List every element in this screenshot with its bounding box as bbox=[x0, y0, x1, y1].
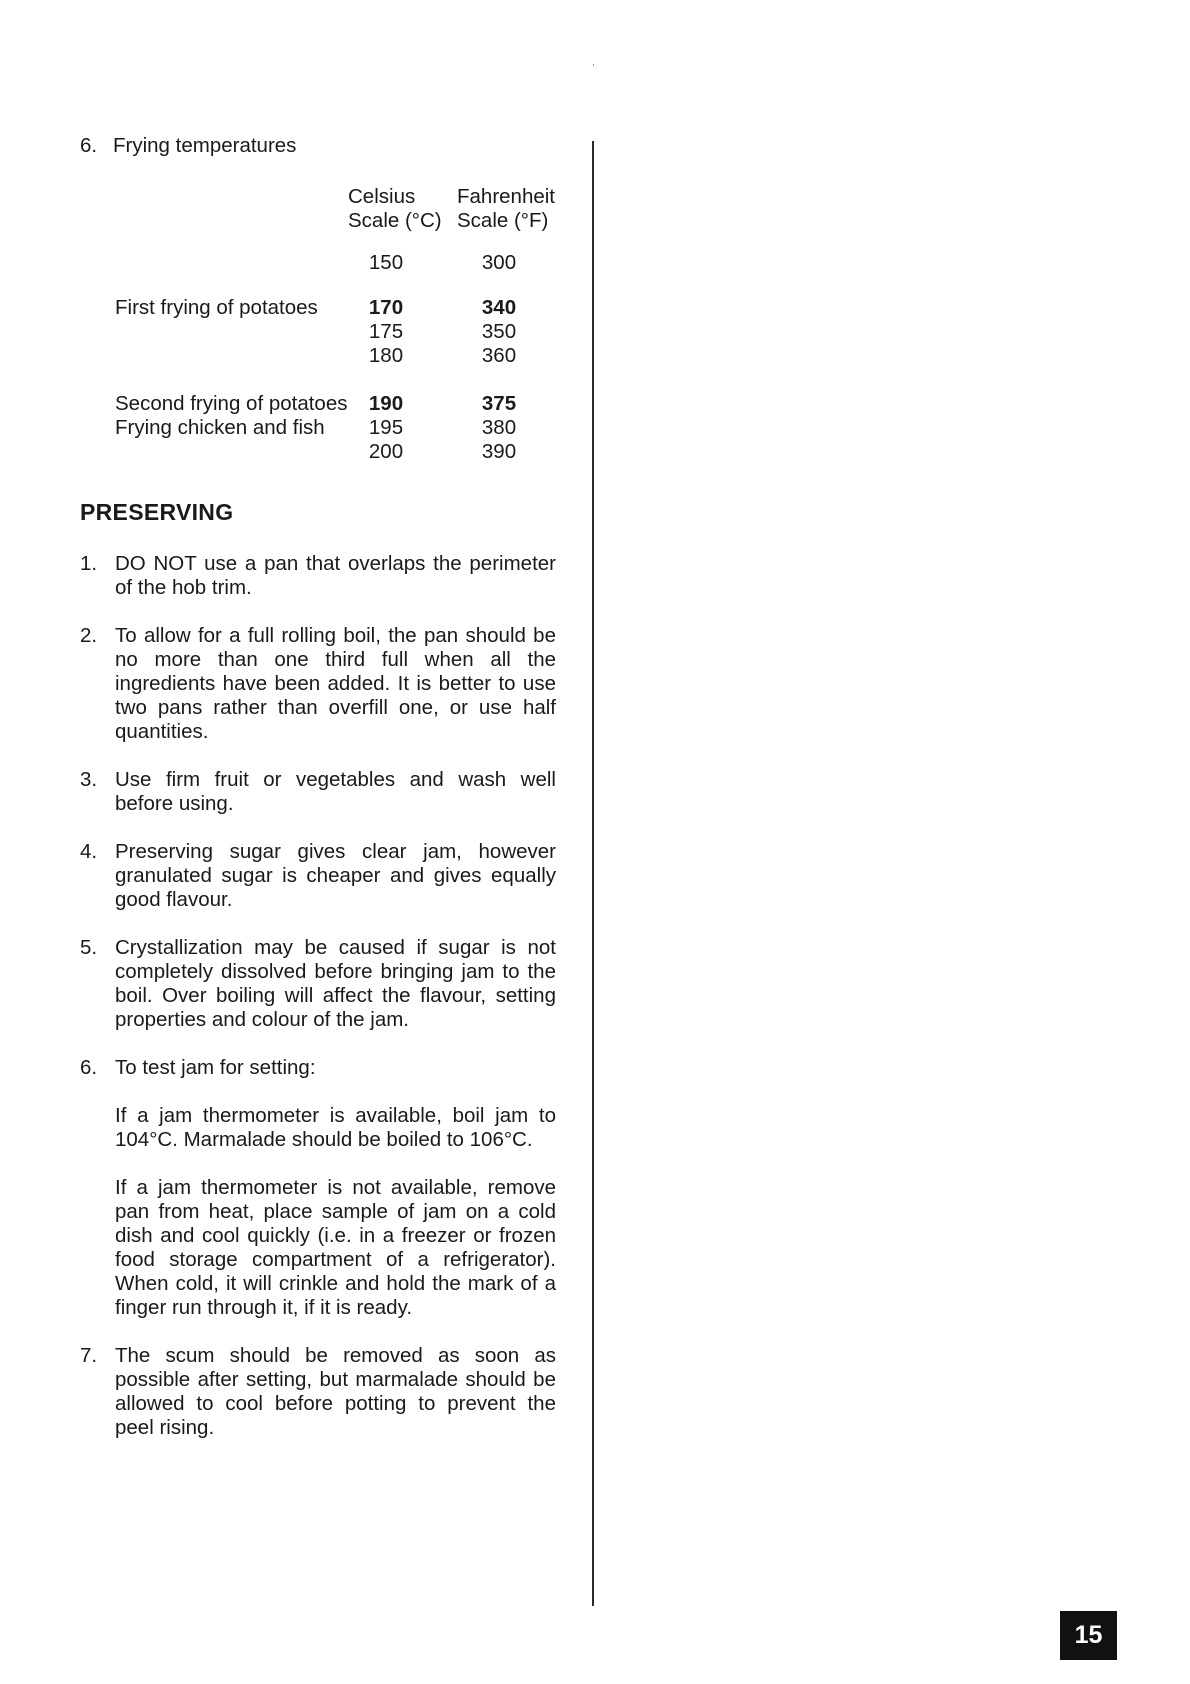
item-number: 4. bbox=[80, 840, 98, 863]
celsius-value: 175 bbox=[368, 320, 404, 343]
fahrenheit-value: 360 bbox=[481, 344, 517, 367]
item-number: 6. bbox=[80, 1056, 98, 1079]
fahrenheit-column-header: Fahrenheit Scale (°F) bbox=[457, 185, 556, 232]
fahrenheit-value: 390 bbox=[481, 440, 517, 463]
celsius-value: 190 bbox=[368, 392, 404, 415]
preserving-list bbox=[80, 552, 556, 1464]
item-text: To test jam for setting: bbox=[115, 1056, 316, 1079]
preserving-heading: PRESERVING bbox=[80, 499, 234, 525]
fahrenheit-value: 350 bbox=[481, 320, 517, 343]
celsius-value: 150 bbox=[368, 251, 404, 274]
item-text: If a jam thermometer is available, boil jam to 104°C. Marmalade should be boiled to 106°C. bbox=[115, 1104, 556, 1151]
table-row bbox=[80, 416, 556, 440]
list-item bbox=[80, 1056, 556, 1320]
table-row bbox=[80, 392, 556, 416]
left-column bbox=[80, 134, 556, 1439]
fahrenheit-value: 375 bbox=[481, 392, 517, 415]
celsius-value: 200 bbox=[368, 440, 404, 463]
fahrenheit-value: 340 bbox=[481, 296, 517, 319]
item-text: To allow for a full rolling boil, the pan should be no more than one third full when all the ingredients have been added. It is better to use two pans rather than overfill one, or use half quantities. bbox=[115, 624, 556, 743]
page-number-badge: 15 bbox=[1060, 1611, 1117, 1660]
celsius-value: 195 bbox=[368, 416, 404, 439]
frying-title: Frying temperatures bbox=[113, 134, 297, 157]
celsius-value: 170 bbox=[368, 296, 404, 319]
item-text: DO NOT use a pan that overlaps the perimeter of the hob trim. bbox=[115, 552, 556, 599]
row-label: Frying chicken and fish bbox=[115, 416, 325, 439]
item-text: The scum should be removed as soon as possible after setting, but marmalade should be allowed to cool before potting to prevent the peel rising. bbox=[115, 1344, 556, 1439]
celsius-value: 180 bbox=[368, 344, 404, 367]
celsius-column-header: Celsius Scale (°C) bbox=[348, 185, 442, 232]
list-item bbox=[80, 768, 556, 816]
frying-temperature-table bbox=[80, 158, 556, 483]
list-item bbox=[80, 936, 556, 1032]
item-number: 1. bbox=[80, 552, 98, 575]
list-item bbox=[80, 624, 556, 744]
list-item bbox=[80, 1344, 556, 1440]
item-number: 5. bbox=[80, 936, 98, 959]
frying-item-number: 6. bbox=[80, 134, 98, 157]
fahrenheit-value: 300 bbox=[481, 251, 517, 274]
fahrenheit-value: 380 bbox=[481, 416, 517, 439]
table-row bbox=[80, 251, 556, 275]
item-number: 7. bbox=[80, 1344, 98, 1367]
frying-section-heading bbox=[80, 134, 556, 158]
list-item bbox=[80, 552, 556, 600]
item-number: 3. bbox=[80, 768, 98, 791]
row-label: First frying of potatoes bbox=[115, 296, 318, 319]
table-row bbox=[80, 440, 556, 464]
column-divider bbox=[592, 141, 594, 1606]
item-text: Preserving sugar gives clear jam, however granulated sugar is cheaper and gives equally good flavour. bbox=[115, 840, 556, 911]
table-row bbox=[80, 320, 556, 344]
item-number: 2. bbox=[80, 624, 98, 647]
scan-speck bbox=[593, 64, 594, 66]
row-label: Second frying of potatoes bbox=[115, 392, 348, 415]
item-text: Crystallization may be caused if sugar is not completely dissolved before bringing jam to the boil. Over boiling will affect the flavour, setting properties and colour of the jam. bbox=[115, 936, 556, 1031]
list-item bbox=[80, 840, 556, 912]
item-text: If a jam thermometer is not available, remove pan from heat, place sample of jam on a cold dish and cool quickly (i.e. in a freezer or frozen food storage compartment of a refrigerator). When cold, it will crinkle and hold the mark of a finger run through it, if it is ready. bbox=[115, 1176, 556, 1319]
item-text: Use firm fruit or vegetables and wash well before using. bbox=[115, 768, 556, 815]
table-row bbox=[80, 344, 556, 368]
table-row bbox=[80, 296, 556, 320]
